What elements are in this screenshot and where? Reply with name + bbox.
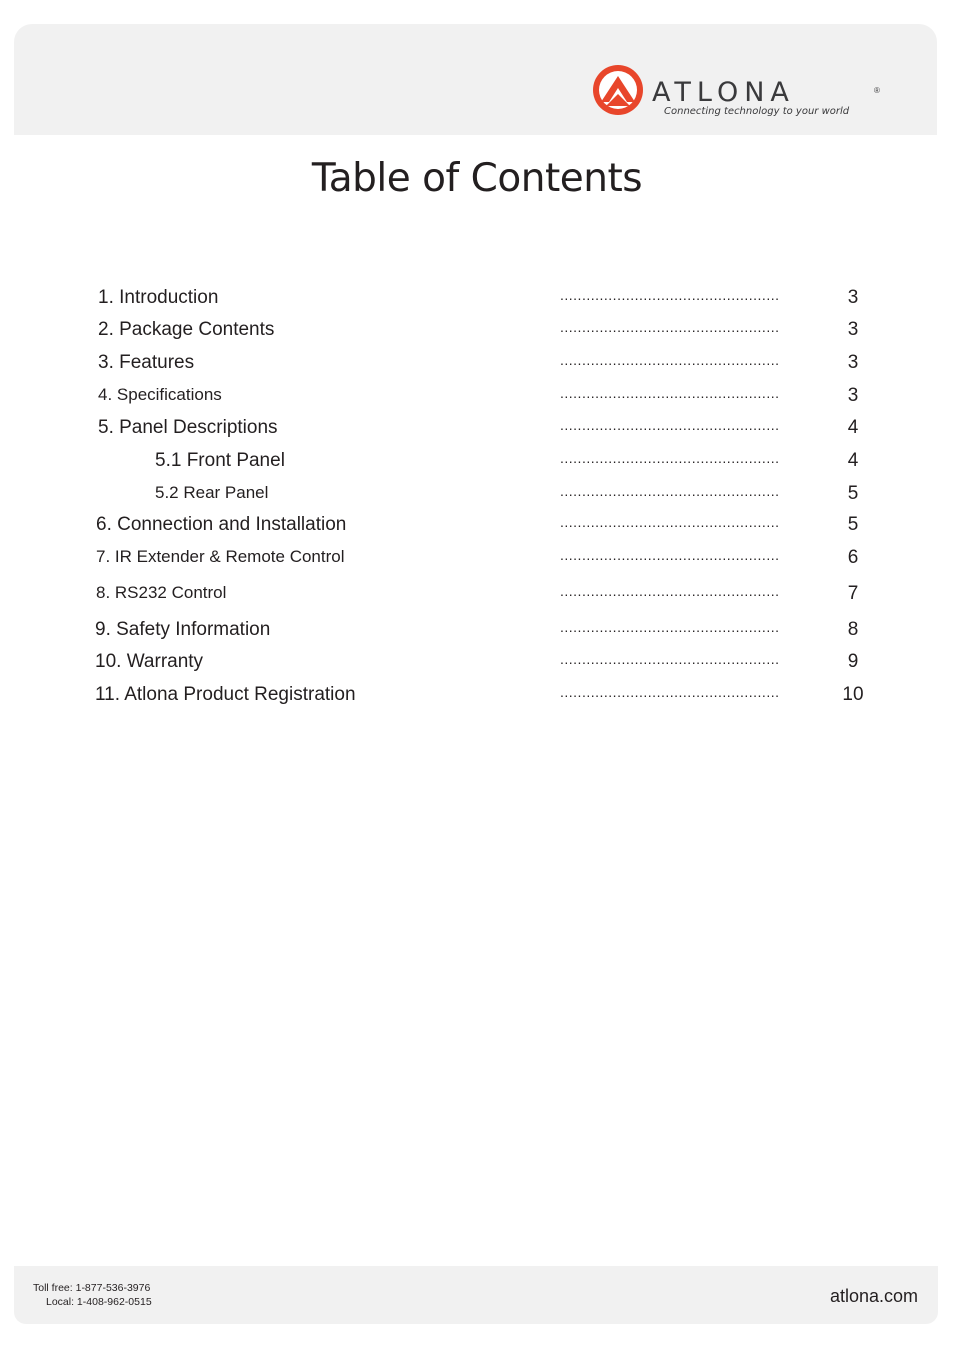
toc-row[interactable] bbox=[0, 684, 954, 708]
toc-entry-label: 4. Specifications bbox=[98, 385, 222, 404]
toc-page-number: 6 bbox=[847, 547, 859, 568]
toc-entry-label: 3. Features bbox=[98, 352, 195, 373]
toc-page-number: 7 bbox=[847, 583, 859, 604]
registered-mark: ® bbox=[874, 86, 880, 95]
toc-entry-label: 10. Warranty bbox=[95, 651, 204, 672]
contact-info bbox=[33, 1281, 152, 1309]
toc-entry-label: 5.1 Front Panel bbox=[155, 450, 285, 471]
toc-page-number: 8 bbox=[847, 619, 859, 640]
toc-dot-leader: .................................................. bbox=[560, 352, 780, 368]
page-title: Table of Contents bbox=[311, 156, 643, 201]
toc-entry-label: 5. Panel Descriptions bbox=[98, 417, 278, 438]
brand-tagline: Connecting technology to your world bbox=[664, 106, 850, 117]
toc-dot-leader: .................................................. bbox=[560, 619, 780, 635]
toc-page-number: 9 bbox=[847, 651, 859, 672]
toc-dot-leader: .................................................. bbox=[560, 651, 780, 667]
toc-row[interactable] bbox=[0, 514, 954, 538]
toc-entry-label: 11. Atlona Product Registration bbox=[95, 684, 356, 705]
atlona-logo-icon bbox=[592, 64, 644, 116]
toc-dot-leader: .................................................. bbox=[560, 483, 780, 499]
toc-page-number: 3 bbox=[847, 385, 859, 406]
toc-row[interactable] bbox=[0, 417, 954, 441]
toc-dot-leader: .................................................. bbox=[560, 583, 780, 599]
toc-dot-leader: .................................................. bbox=[560, 514, 780, 530]
toc-dot-leader: .................................................. bbox=[560, 450, 780, 466]
toc-dot-leader: .................................................. bbox=[560, 385, 780, 401]
toc-entry-label: 7. IR Extender & Remote Control bbox=[96, 547, 345, 566]
toc-dot-leader: .................................................. bbox=[560, 319, 780, 335]
toc-dot-leader: .................................................. bbox=[560, 547, 780, 563]
toc-page-number: 3 bbox=[847, 287, 859, 308]
footer-band bbox=[14, 1266, 938, 1324]
toc-page-number: 4 bbox=[847, 417, 859, 438]
website-link[interactable]: atlona.com bbox=[829, 1286, 918, 1306]
toc-dot-leader: .................................................. bbox=[560, 287, 780, 303]
toc-row[interactable] bbox=[0, 651, 954, 675]
toc-page-number: 3 bbox=[847, 319, 859, 340]
toc-row[interactable] bbox=[0, 352, 954, 376]
toc-entry-label: 9. Safety Information bbox=[95, 619, 271, 640]
toc-dot-leader: .................................................. bbox=[560, 684, 780, 700]
toc-page-number: 4 bbox=[847, 450, 859, 471]
toc-row[interactable] bbox=[0, 385, 954, 409]
toc-entry-label: 5.2 Rear Panel bbox=[155, 483, 269, 502]
toc-entry-label: 8. RS232 Control bbox=[96, 583, 227, 602]
toc-page-number: 3 bbox=[847, 352, 859, 373]
toc-row[interactable] bbox=[0, 547, 954, 571]
toc-row[interactable] bbox=[0, 583, 954, 607]
toll-free-number: Toll free: 1-877-536-3976 bbox=[33, 1282, 151, 1294]
toc-page-number: 10 bbox=[842, 684, 864, 705]
toc-row[interactable] bbox=[0, 483, 954, 507]
toc-row[interactable] bbox=[0, 287, 954, 311]
toc-dot-leader: .................................................. bbox=[560, 417, 780, 433]
toc-row[interactable] bbox=[0, 319, 954, 343]
brand-name: ATLONA bbox=[652, 77, 795, 108]
toc-entry-label: 2. Package Contents bbox=[98, 319, 275, 340]
toc-row[interactable] bbox=[0, 619, 954, 643]
toc-entry-label: 6. Connection and Installation bbox=[96, 514, 347, 535]
local-number: Local: 1-408-962-0515 bbox=[46, 1296, 152, 1308]
toc-entry-label: 1. Introduction bbox=[98, 287, 219, 308]
toc-page-number: 5 bbox=[847, 483, 859, 504]
atlona-logo bbox=[592, 64, 892, 124]
toc-page-number: 5 bbox=[847, 514, 859, 535]
toc-row[interactable] bbox=[0, 450, 954, 474]
